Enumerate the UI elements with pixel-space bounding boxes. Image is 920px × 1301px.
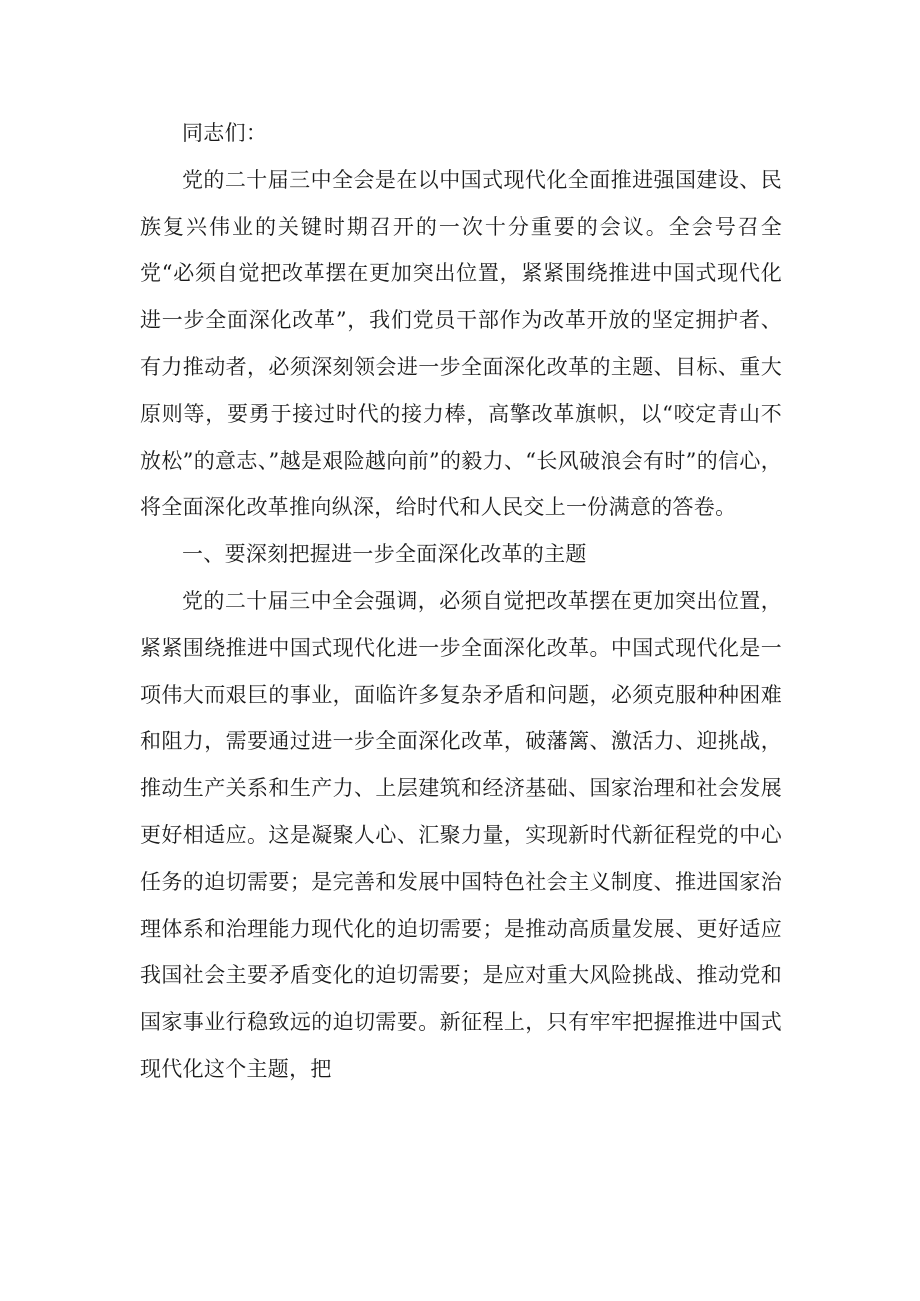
- document-body: [140, 110, 782, 1093]
- salutation: 同志们：: [182, 121, 268, 145]
- section-heading: 一、要深刻把握进一步全面深化改革的主题: [182, 542, 587, 567]
- paragraph-intro: 党的二十届三中全会是在以中国式现代化全面推进强国建设、民族复兴伟业的关键时期召开的一次十分重要的会议。全会号召全党“必须自觉把改革摆在更加突出位置，紧紧围绕推进中国式现代化进一步全面深化改革”，我们党员干部作为改革开放的坚定拥护者、有力推动者，必须深刻领会进一步全面深化改革的主题、目标、重大原则等，要勇于接过时代的接力棒，高擎改革旗帜，以“咬定青山不放松”的意志、”越是艰险越向前”的毅力、“长风破浪会有时”的信心，将全面深化改革推向纵深，给时代和人民交上一份满意的答卷。: [140, 167, 782, 520]
- paragraph-section-1: 党的二十届三中全会强调，必须自觉把改革摆在更加突出位置，紧紧围绕推进中国式现代化进一步全面深化改革。中国式现代化是一项伟大而艰巨的事业，面临许多复杂矛盾和问题，必须克服种种困难和阻力，需要通过进一步全面深化改革，破藩篱、激活力、迎挑战，推动生产关系和生产力、上层建筑和经济基础、国家治理和社会发展更好相适应。这是凝聚人心、汇聚力量，实现新时代新征程党的中心任务的迫切需要；是完善和发展中国特色社会主义制度、推进国家治理体系和治理能力现代化的迫切需要；是推动高质量发展、更好适应我国社会主要矛盾变化的迫切需要；是应对重大风险挑战、推动党和国家事业行稳致远的迫切需要。新征程上，只有牢牢把握推进中国式现代化这个主题，把: [140, 588, 782, 1081]
